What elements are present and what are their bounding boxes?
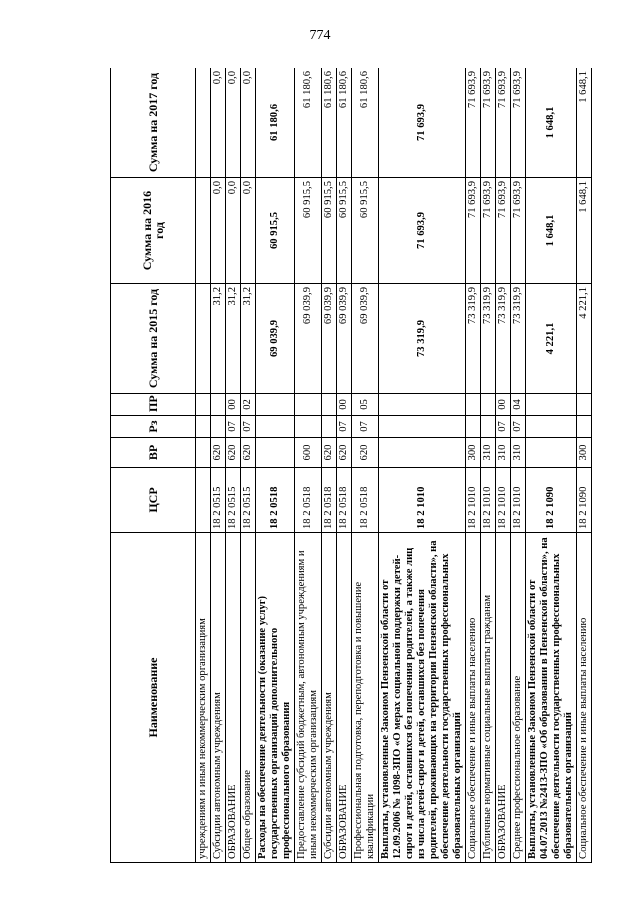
sum-2017-cell: 71 693,9 — [466, 68, 481, 178]
table-row — [577, 68, 592, 863]
header-sum-2017: Сумма на 2017 год — [111, 68, 196, 178]
sum-2017-cell: 71 693,9 — [379, 68, 466, 178]
sum-2016-cell: 71 693,9 — [511, 178, 526, 284]
name-cell: Выплаты, установленные Законом Пензенской области от 04.07.2013 №2413-ЗПО «Об образовании в Пензенской области», на обеспечение деятельности государственных профессиональных образовательных организаций — [526, 533, 577, 863]
sum-2017-cell: 1 648,1 — [526, 68, 577, 178]
csr-cell: 18 2 0515 — [241, 468, 256, 533]
pr-cell — [196, 394, 211, 416]
name-cell: Профессиональная подготовка, переподготовка и повышение квалификации — [352, 533, 379, 863]
sum-2016-cell: 71 693,9 — [466, 178, 481, 284]
vr-cell: 620 — [226, 438, 241, 468]
rz-cell — [526, 416, 577, 438]
table-row — [322, 68, 337, 863]
rz-cell — [466, 416, 481, 438]
vr-cell: 300 — [466, 438, 481, 468]
header-sum-2015: Сумма на 2015 год — [111, 284, 196, 394]
table-row — [241, 68, 256, 863]
sum-2016-cell: 71 693,9 — [379, 178, 466, 284]
table-row — [526, 68, 577, 863]
name-cell: Предоставление субсидий бюджетным, автономным учреждениям и иным некоммерческим организациям — [295, 533, 322, 863]
rz-cell — [211, 416, 226, 438]
pr-cell: 00 — [496, 394, 511, 416]
sum-2016-cell: 0,0 — [241, 178, 256, 284]
sum-2017-cell: 71 693,9 — [511, 68, 526, 178]
pr-cell: 00 — [337, 394, 352, 416]
pr-cell — [481, 394, 496, 416]
budget-table — [110, 68, 592, 863]
sum-2016-cell: 71 693,9 — [496, 178, 511, 284]
sum-2016-cell: 60 915,5 — [322, 178, 337, 284]
sum-2016-cell — [196, 178, 211, 284]
table-row — [481, 68, 496, 863]
rotated-table — [110, 68, 600, 863]
pr-cell — [526, 394, 577, 416]
sum-2015-cell: 73 319,9 — [379, 284, 466, 394]
sum-2017-cell: 71 693,9 — [481, 68, 496, 178]
sum-2016-cell: 1 648,1 — [526, 178, 577, 284]
vr-cell: 310 — [496, 438, 511, 468]
rz-cell — [322, 416, 337, 438]
sum-2016-cell: 60 915,5 — [352, 178, 379, 284]
rz-cell — [256, 416, 295, 438]
sum-2015-cell: 69 039,9 — [352, 284, 379, 394]
header-sum-2016: Сумма на 2016 год — [111, 178, 196, 284]
name-cell: Субсидии автономным учреждениям — [322, 533, 337, 863]
pr-cell — [379, 394, 466, 416]
name-cell: Социальное обеспечение и иные выплаты населению — [577, 533, 592, 863]
vr-cell — [196, 438, 211, 468]
sum-2015-cell: 69 039,9 — [295, 284, 322, 394]
vr-cell: 310 — [511, 438, 526, 468]
header-name: Наименование — [111, 533, 196, 863]
sum-2017-cell: 61 180,6 — [295, 68, 322, 178]
csr-cell: 18 2 1010 — [511, 468, 526, 533]
vr-cell: 620 — [211, 438, 226, 468]
name-cell: Среднее профессиональное образование — [511, 533, 526, 863]
sum-2015-cell: 4 221,1 — [577, 284, 592, 394]
table-header-row — [111, 68, 196, 863]
csr-cell: 18 2 1090 — [526, 468, 577, 533]
name-cell: Социальное обеспечение и иные выплаты населению — [466, 533, 481, 863]
rotated-table-container — [110, 68, 600, 863]
name-cell: учреждениям и иным некоммерческим организациям — [196, 533, 211, 863]
sum-2015-cell: 31,2 — [211, 284, 226, 394]
page-number: 774 — [309, 28, 331, 43]
rz-cell: 07 — [352, 416, 379, 438]
sum-2015-cell: 31,2 — [241, 284, 256, 394]
rz-cell — [295, 416, 322, 438]
vr-cell: 620 — [241, 438, 256, 468]
table-row — [352, 68, 379, 863]
pr-cell: 00 — [226, 394, 241, 416]
rz-cell: 07 — [496, 416, 511, 438]
table-row — [466, 68, 481, 863]
sum-2016-cell: 60 915,5 — [337, 178, 352, 284]
header-vr: ВР — [111, 438, 196, 468]
sum-2016-cell: 60 915,5 — [256, 178, 295, 284]
csr-cell: 18 2 0515 — [211, 468, 226, 533]
sum-2017-cell: 61 180,6 — [352, 68, 379, 178]
name-cell: Расходы на обеспечение деятельности (оказание услуг) государственных организаций дополнительного профессионального образования — [256, 533, 295, 863]
sum-2017-cell: 0,0 — [226, 68, 241, 178]
table-row — [256, 68, 295, 863]
csr-cell: 18 2 0518 — [295, 468, 322, 533]
header-rz: Рз — [111, 416, 196, 438]
pr-cell: 05 — [352, 394, 379, 416]
vr-cell — [256, 438, 295, 468]
sum-2017-cell: 61 180,6 — [256, 68, 295, 178]
pr-cell — [577, 394, 592, 416]
vr-cell: 300 — [577, 438, 592, 468]
name-cell: Публичные нормативные социальные выплаты гражданам — [481, 533, 496, 863]
table-row — [379, 68, 466, 863]
sum-2017-cell: 71 693,9 — [496, 68, 511, 178]
name-cell: Субсидии автономным учреждениям — [211, 533, 226, 863]
csr-cell: 18 2 1090 — [577, 468, 592, 533]
table-row — [226, 68, 241, 863]
sum-2015-cell: 4 221,1 — [526, 284, 577, 394]
pr-cell: 04 — [511, 394, 526, 416]
sum-2015-cell: 73 319,9 — [496, 284, 511, 394]
sum-2017-cell — [196, 68, 211, 178]
pr-cell — [466, 394, 481, 416]
name-cell: Общее образование — [241, 533, 256, 863]
sum-2015-cell: 69 039,9 — [256, 284, 295, 394]
vr-cell: 310 — [481, 438, 496, 468]
rz-cell: 07 — [226, 416, 241, 438]
table-row — [211, 68, 226, 863]
csr-cell: 18 2 0518 — [337, 468, 352, 533]
csr-cell: 18 2 0518 — [256, 468, 295, 533]
table-row — [337, 68, 352, 863]
table-row — [196, 68, 211, 863]
pr-cell — [295, 394, 322, 416]
table-row — [511, 68, 526, 863]
vr-cell — [526, 438, 577, 468]
table-row — [496, 68, 511, 863]
sum-2017-cell: 0,0 — [241, 68, 256, 178]
csr-cell: 18 2 1010 — [481, 468, 496, 533]
csr-cell: 18 2 1010 — [379, 468, 466, 533]
name-cell: ОБРАЗОВАНИЕ — [337, 533, 352, 863]
pr-cell — [211, 394, 226, 416]
sum-2015-cell: 69 039,9 — [337, 284, 352, 394]
csr-cell: 18 2 1010 — [496, 468, 511, 533]
sum-2016-cell: 60 915,5 — [295, 178, 322, 284]
rz-cell — [196, 416, 211, 438]
name-cell: Выплаты, установленные Законом Пензенской области от 12.09.2006 № 1098-ЗПО «О мерах социальной поддержки детей-сирот и детей, оставшихся без попечения родителей, а также лиц из числа детей-сирот и детей, оставшихся без попечения родителей, проживающих на территории Пензенской области», на обеспечение деятельности государственных профессиональных образовательных организаций — [379, 533, 466, 863]
csr-cell: 18 2 0515 — [226, 468, 241, 533]
pr-cell: 02 — [241, 394, 256, 416]
sum-2015-cell: 69 039,9 — [322, 284, 337, 394]
name-cell: ОБРАЗОВАНИЕ — [496, 533, 511, 863]
vr-cell — [379, 438, 466, 468]
csr-cell: 18 2 1010 — [466, 468, 481, 533]
rz-cell — [577, 416, 592, 438]
sum-2016-cell: 0,0 — [211, 178, 226, 284]
table-body — [196, 68, 592, 863]
rz-cell — [481, 416, 496, 438]
table-row — [295, 68, 322, 863]
csr-cell: 18 2 0518 — [352, 468, 379, 533]
pr-cell — [322, 394, 337, 416]
sum-2015-cell — [196, 284, 211, 394]
sum-2015-cell: 73 319,9 — [466, 284, 481, 394]
sum-2017-cell: 0,0 — [211, 68, 226, 178]
vr-cell: 600 — [295, 438, 322, 468]
sum-2015-cell: 31,2 — [226, 284, 241, 394]
sum-2017-cell: 61 180,6 — [322, 68, 337, 178]
rz-cell: 07 — [511, 416, 526, 438]
rz-cell: 07 — [241, 416, 256, 438]
vr-cell: 620 — [352, 438, 379, 468]
csr-cell — [196, 468, 211, 533]
sum-2015-cell: 73 319,9 — [481, 284, 496, 394]
sum-2016-cell: 0,0 — [226, 178, 241, 284]
csr-cell: 18 2 0518 — [322, 468, 337, 533]
sum-2016-cell: 71 693,9 — [481, 178, 496, 284]
sum-2017-cell: 1 648,1 — [577, 68, 592, 178]
sum-2017-cell: 61 180,6 — [337, 68, 352, 178]
sum-2016-cell: 1 648,1 — [577, 178, 592, 284]
header-pr: ПР — [111, 394, 196, 416]
vr-cell: 620 — [322, 438, 337, 468]
sum-2015-cell: 73 319,9 — [511, 284, 526, 394]
pr-cell — [256, 394, 295, 416]
rz-cell — [379, 416, 466, 438]
vr-cell: 620 — [337, 438, 352, 468]
rz-cell: 07 — [337, 416, 352, 438]
name-cell: ОБРАЗОВАНИЕ — [226, 533, 241, 863]
header-csr: ЦСР — [111, 468, 196, 533]
